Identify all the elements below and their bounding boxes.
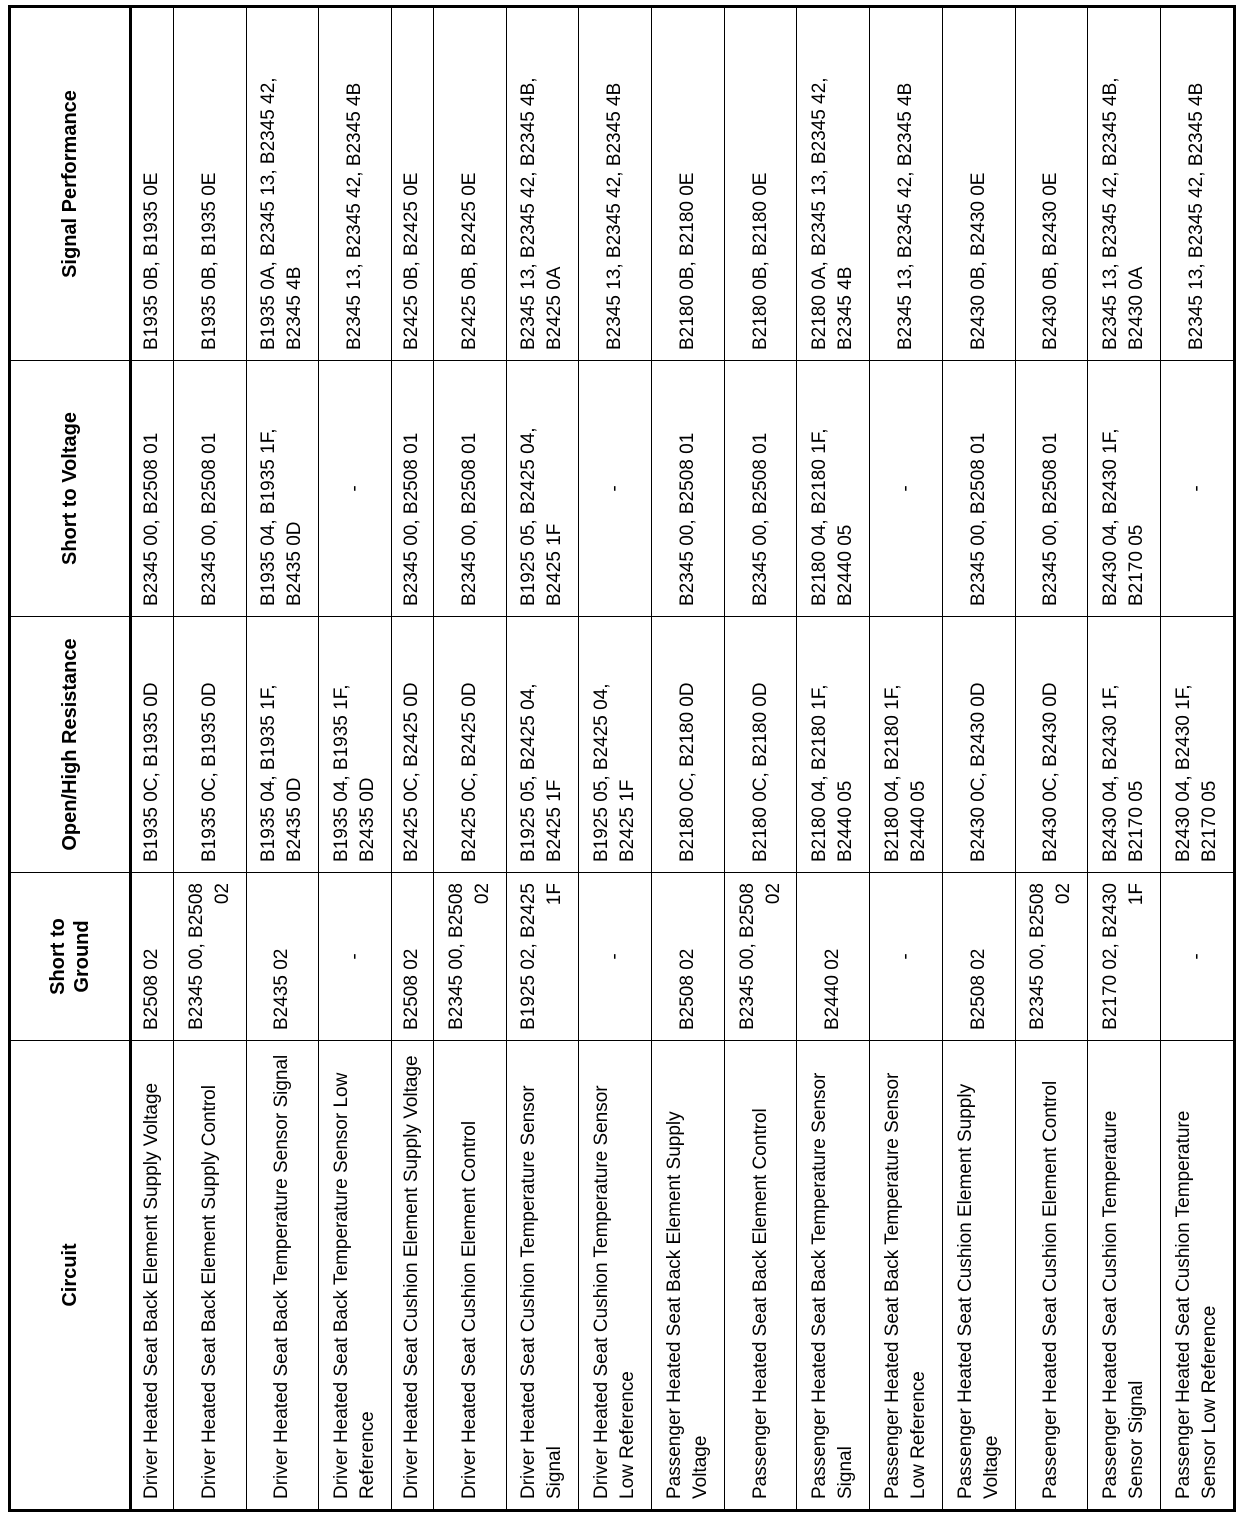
cell-short-to-ground: B2345 00, B2508 02 <box>1015 873 1088 1041</box>
cell-circuit: Passenger Heated Seat Cushion Temperature Sensor Low Reference <box>1160 1041 1234 1511</box>
cell-signal-performance: B2345 13, B2345 42, B2345 4B <box>870 7 943 361</box>
cell-open-high-resistance: B1925 05, B2425 04, B2425 1F <box>506 617 579 873</box>
cell-short-to-voltage: B2430 04, B2430 1F, B2170 05 <box>1088 361 1161 617</box>
cell-open-high-resistance: B2430 0C, B2430 0D <box>1015 617 1088 873</box>
cell-signal-performance: B2425 0B, B2425 0E <box>392 7 434 361</box>
cell-signal-performance: B2180 0B, B2180 0E <box>651 7 724 361</box>
cell-open-high-resistance: B1935 04, B1935 1F, B2435 0D <box>246 617 319 873</box>
cell-short-to-voltage: B1935 04, B1935 1F, B2435 0D <box>246 361 319 617</box>
cell-circuit: Driver Heated Seat Cushion Temperature Sensor Signal <box>506 1041 579 1511</box>
cell-short-to-ground: - <box>1160 873 1234 1041</box>
cell-short-to-ground: B2508 02 <box>131 873 174 1041</box>
table-row <box>319 7 392 1511</box>
cell-circuit: Passenger Heated Seat Back Element Control <box>724 1041 797 1511</box>
header-short-to-voltage: Short to Voltage <box>10 361 131 617</box>
cell-short-to-ground: B2170 02, B2430 1F <box>1088 873 1161 1041</box>
table-row <box>651 7 724 1511</box>
cell-short-to-voltage: B2180 04, B2180 1F, B2440 05 <box>797 361 870 617</box>
cell-short-to-voltage: B2345 00, B2508 01 <box>433 361 506 617</box>
cell-short-to-ground: B2508 02 <box>392 873 434 1041</box>
table-row <box>246 7 319 1511</box>
cell-signal-performance: B2345 13, B2345 42, B2345 4B, B2430 0A <box>1088 7 1161 361</box>
header-circuit: Circuit <box>10 1041 131 1511</box>
table-row <box>724 7 797 1511</box>
table-row <box>1015 7 1088 1511</box>
cell-short-to-voltage: B2345 00, B2508 01 <box>724 361 797 617</box>
cell-short-to-ground: B2345 00, B2508 02 <box>724 873 797 1041</box>
cell-signal-performance: B2345 13, B2345 42, B2345 4B, B2425 0A <box>506 7 579 361</box>
cell-short-to-voltage: B1925 05, B2425 04, B2425 1F <box>506 361 579 617</box>
header-short-to-ground: Short to Ground <box>10 873 131 1041</box>
cell-open-high-resistance: B2180 0C, B2180 0D <box>724 617 797 873</box>
cell-signal-performance: B2430 0B, B2430 0E <box>942 7 1015 361</box>
cell-circuit: Driver Heated Seat Cushion Temperature Sensor Low Reference <box>579 1041 652 1511</box>
table-row <box>506 7 579 1511</box>
table-row <box>579 7 652 1511</box>
table-row <box>131 7 174 1511</box>
cell-open-high-resistance: B2430 04, B2430 1F, B2170 05 <box>1160 617 1234 873</box>
table-row <box>942 7 1015 1511</box>
cell-short-to-ground: B2508 02 <box>942 873 1015 1041</box>
cell-short-to-ground: B2508 02 <box>651 873 724 1041</box>
cell-signal-performance: B2180 0A, B2345 13, B2345 42, B2345 4B <box>797 7 870 361</box>
cell-open-high-resistance: B2425 0C, B2425 0D <box>392 617 434 873</box>
cell-short-to-ground: B2345 00, B2508 02 <box>173 873 246 1041</box>
cell-open-high-resistance: B1935 04, B1935 1F, B2435 0D <box>319 617 392 873</box>
table-row <box>1160 7 1234 1511</box>
cell-circuit: Passenger Heated Seat Back Temperature Sensor Signal <box>797 1041 870 1511</box>
cell-open-high-resistance: B1935 0C, B1935 0D <box>131 617 174 873</box>
cell-signal-performance: B2425 0B, B2425 0E <box>433 7 506 361</box>
cell-circuit: Driver Heated Seat Cushion Element Control <box>433 1041 506 1511</box>
table-row <box>797 7 870 1511</box>
cell-signal-performance: B2345 13, B2345 42, B2345 4B <box>1160 7 1234 361</box>
cell-signal-performance: B1935 0B, B1935 0E <box>173 7 246 361</box>
cell-circuit: Driver Heated Seat Back Element Supply Voltage <box>131 1041 174 1511</box>
cell-short-to-voltage: - <box>1160 361 1234 617</box>
table-row <box>433 7 506 1511</box>
table-row <box>870 7 943 1511</box>
cell-signal-performance: B2345 13, B2345 42, B2345 4B <box>319 7 392 361</box>
cell-circuit: Passenger Heated Seat Cushion Element Supply Voltage <box>942 1041 1015 1511</box>
cell-open-high-resistance: B1935 0C, B1935 0D <box>173 617 246 873</box>
cell-signal-performance: B2430 0B, B2430 0E <box>1015 7 1088 361</box>
cell-circuit: Driver Heated Seat Back Element Supply Control <box>173 1041 246 1511</box>
cell-circuit: Driver Heated Seat Cushion Element Supply Voltage <box>392 1041 434 1511</box>
table-row <box>392 7 434 1511</box>
cell-short-to-ground: B1925 02, B2425 1F <box>506 873 579 1041</box>
table-row <box>173 7 246 1511</box>
cell-short-to-voltage: B2345 00, B2508 01 <box>1015 361 1088 617</box>
header-signal-performance: Signal Performance <box>10 7 131 361</box>
cell-short-to-voltage: B2345 00, B2508 01 <box>173 361 246 617</box>
cell-short-to-ground: - <box>870 873 943 1041</box>
header-row <box>10 7 131 1511</box>
cell-open-high-resistance: B1925 05, B2425 04, B2425 1F <box>579 617 652 873</box>
cell-circuit: Passenger Heated Seat Cushion Element Control <box>1015 1041 1088 1511</box>
cell-circuit: Passenger Heated Seat Back Temperature Sensor Low Reference <box>870 1041 943 1511</box>
cell-short-to-ground: B2440 02 <box>797 873 870 1041</box>
header-open-high-resistance: Open/High Resistance <box>10 617 131 873</box>
circuit-dtc-table <box>8 5 1236 1512</box>
cell-signal-performance: B1935 0A, B2345 13, B2345 42, B2345 4B <box>246 7 319 361</box>
cell-short-to-voltage: - <box>870 361 943 617</box>
cell-short-to-voltage: - <box>319 361 392 617</box>
cell-short-to-ground: B2345 00, B2508 02 <box>433 873 506 1041</box>
cell-open-high-resistance: B2180 04, B2180 1F, B2440 05 <box>797 617 870 873</box>
cell-circuit: Passenger Heated Seat Cushion Temperature Sensor Signal <box>1088 1041 1161 1511</box>
cell-open-high-resistance: B2430 0C, B2430 0D <box>942 617 1015 873</box>
rotated-page <box>8 8 1236 1512</box>
cell-circuit: Driver Heated Seat Back Temperature Sensor Low Reference <box>319 1041 392 1511</box>
cell-open-high-resistance: B2430 04, B2430 1F, B2170 05 <box>1088 617 1161 873</box>
cell-short-to-voltage: B2345 00, B2508 01 <box>651 361 724 617</box>
cell-short-to-voltage: B2345 00, B2508 01 <box>131 361 174 617</box>
cell-signal-performance: B2345 13, B2345 42, B2345 4B <box>579 7 652 361</box>
cell-circuit: Driver Heated Seat Back Temperature Sensor Signal <box>246 1041 319 1511</box>
cell-short-to-voltage: - <box>579 361 652 617</box>
cell-open-high-resistance: B2180 0C, B2180 0D <box>651 617 724 873</box>
cell-short-to-ground: B2435 02 <box>246 873 319 1041</box>
table-row <box>1088 7 1161 1511</box>
cell-open-high-resistance: B2180 04, B2180 1F, B2440 05 <box>870 617 943 873</box>
cell-signal-performance: B1935 0B, B1935 0E <box>131 7 174 361</box>
cell-open-high-resistance: B2425 0C, B2425 0D <box>433 617 506 873</box>
cell-short-to-voltage: B2345 00, B2508 01 <box>392 361 434 617</box>
cell-short-to-voltage: B2345 00, B2508 01 <box>942 361 1015 617</box>
cell-short-to-ground: - <box>579 873 652 1041</box>
cell-signal-performance: B2180 0B, B2180 0E <box>724 7 797 361</box>
cell-short-to-ground: - <box>319 873 392 1041</box>
cell-circuit: Passenger Heated Seat Back Element Supply Voltage <box>651 1041 724 1511</box>
